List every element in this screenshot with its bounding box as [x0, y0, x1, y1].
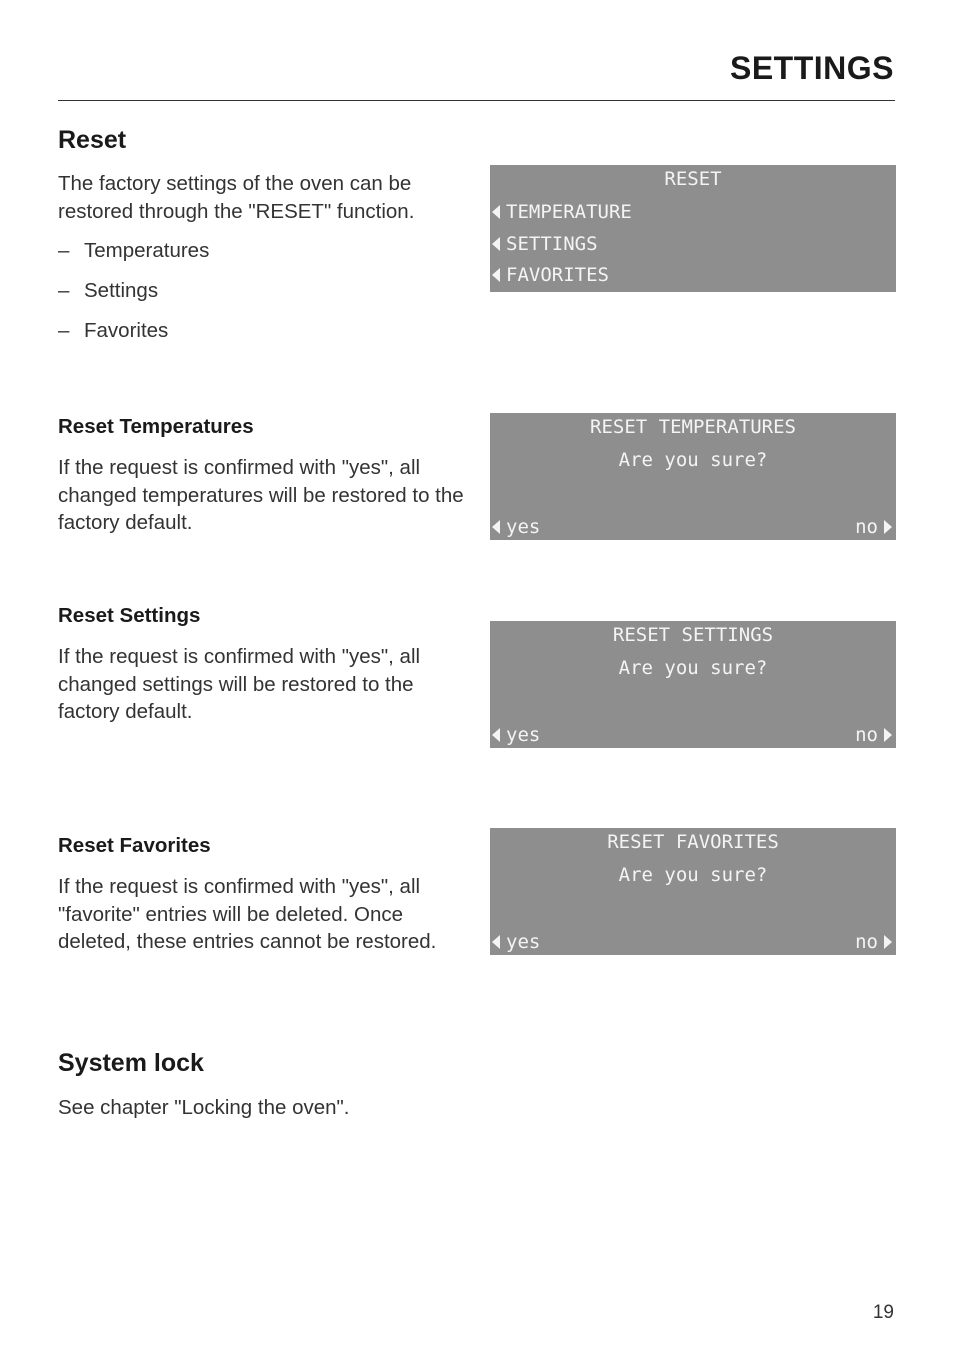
list-item-label: Temperatures	[84, 239, 210, 262]
right-triangle-icon	[884, 728, 892, 742]
left-triangle-icon	[492, 935, 500, 949]
display-yes-label: yes	[506, 724, 541, 746]
reset-favorites-display	[490, 828, 896, 955]
reset-heading: Reset	[58, 126, 127, 154]
display-yes-option	[492, 931, 540, 953]
system-lock-heading: System lock	[58, 1049, 204, 1077]
display-menu-item	[492, 233, 598, 255]
display-title: RESET	[664, 168, 722, 190]
left-triangle-icon	[492, 520, 500, 534]
reset-favorites-text: If the request is confirmed with "yes", all "favorite" entries will be deleted. Once deleted, these entries cannot be restored.	[58, 875, 437, 953]
display-question: Are you sure?	[618, 657, 768, 679]
display-no-option	[855, 931, 892, 953]
left-triangle-icon	[492, 728, 500, 742]
list-item	[58, 237, 209, 277]
dash-marker: –	[58, 239, 70, 262]
display-title: RESET FAVORITES	[607, 831, 779, 853]
display-yes-option	[492, 516, 540, 538]
display-title: RESET TEMPERATURES	[590, 416, 796, 438]
reset-settings-display	[490, 621, 896, 748]
list-item	[58, 317, 209, 357]
display-no-label: no	[855, 516, 878, 538]
dash-marker: –	[58, 279, 70, 302]
display-menu-item-label: TEMPERATURE	[506, 201, 632, 223]
right-triangle-icon	[884, 520, 892, 534]
display-no-label: no	[855, 724, 878, 746]
list-item	[58, 277, 209, 317]
display-yes-option	[492, 724, 540, 746]
display-no-option	[855, 516, 892, 538]
display-no-option	[855, 724, 892, 746]
reset-options-list	[58, 237, 209, 357]
right-triangle-icon	[884, 935, 892, 949]
reset-settings-text: If the request is confirmed with "yes", all changed settings will be restored to the factory default.	[58, 645, 421, 723]
display-menu-item	[492, 201, 632, 223]
display-question: Are you sure?	[618, 864, 768, 886]
dash-marker: –	[58, 319, 70, 342]
left-triangle-icon	[492, 237, 500, 251]
list-item-label: Settings	[84, 279, 159, 302]
reset-intro-text: The factory settings of the oven can be restored through the "RESET" function.	[58, 172, 415, 223]
reset-favorites-heading: Reset Favorites	[58, 834, 211, 857]
display-menu-item	[492, 264, 609, 286]
display-question: Are you sure?	[618, 449, 768, 471]
reset-menu-display	[490, 165, 896, 292]
display-no-label: no	[855, 931, 878, 953]
display-menu-item-label: SETTINGS	[506, 233, 598, 255]
page-section-title: SETTINGS	[729, 50, 894, 86]
left-triangle-icon	[492, 205, 500, 219]
reset-temperatures-text: If the request is confirmed with "yes", all changed temperatures will be restored to the factory default.	[58, 456, 464, 534]
reset-temperatures-heading: Reset Temperatures	[58, 415, 254, 438]
display-yes-label: yes	[506, 931, 541, 953]
system-lock-text: See chapter "Locking the oven".	[58, 1096, 350, 1119]
header-divider	[58, 100, 895, 101]
display-title: RESET SETTINGS	[612, 624, 774, 646]
list-item-label: Favorites	[84, 319, 169, 342]
reset-temperatures-display	[490, 413, 896, 540]
page-number: 19	[872, 1302, 894, 1323]
display-yes-label: yes	[506, 516, 541, 538]
left-triangle-icon	[492, 268, 500, 282]
reset-settings-heading: Reset Settings	[58, 604, 201, 627]
display-menu-item-label: FAVORITES	[506, 264, 609, 286]
